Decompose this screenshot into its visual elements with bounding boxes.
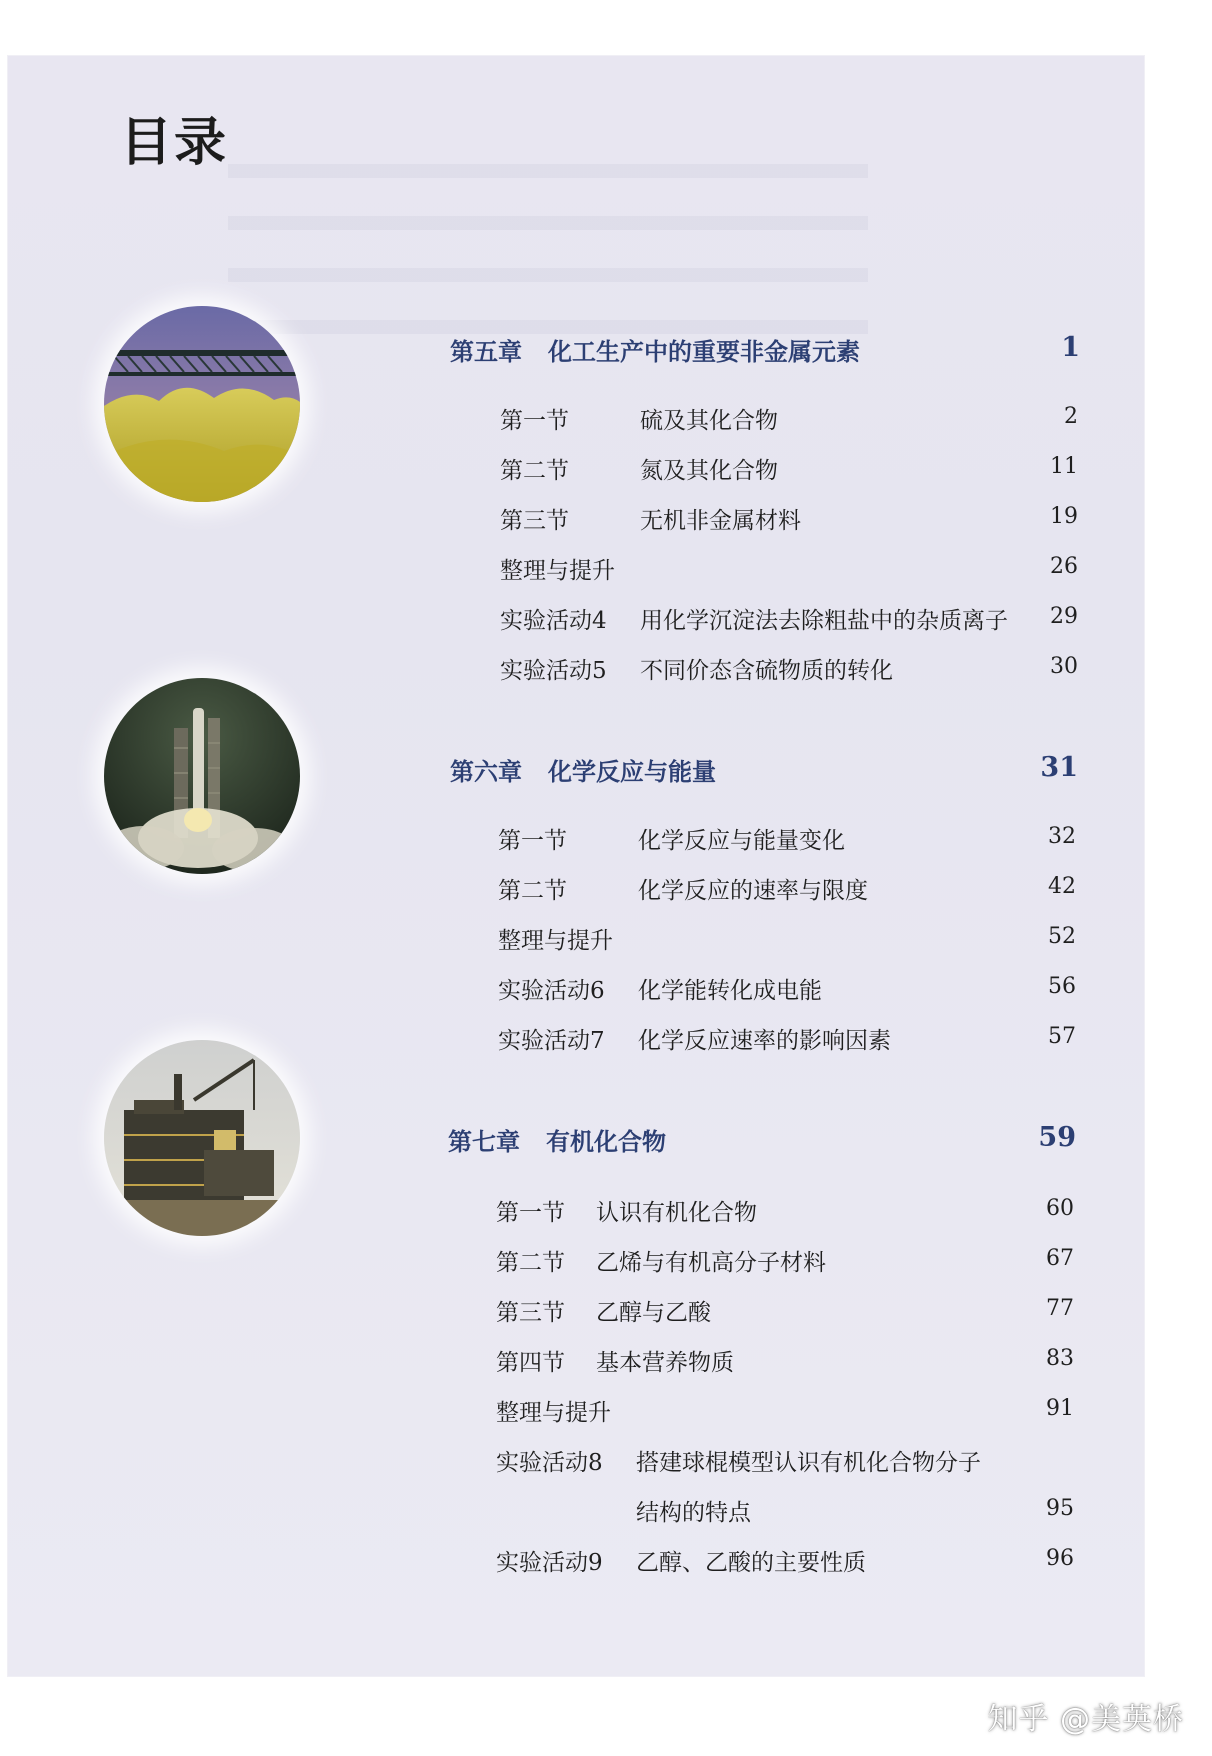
toc-entry[interactable] (496, 1244, 826, 1277)
chapter-number: 第七章 (448, 1128, 520, 1156)
section-title: 认识有机化合物 (596, 1200, 757, 1226)
toc-entry[interactable] (500, 502, 801, 535)
section-title: 化学反应的速率与限度 (638, 878, 868, 904)
chapter-title: 化工生产中的重要非金属元素 (548, 338, 860, 366)
toc-entry[interactable] (496, 1344, 734, 1377)
section-number: 第二节 (498, 878, 567, 904)
section-title: 基本营养物质 (596, 1350, 734, 1376)
section-number: 第三节 (500, 508, 569, 534)
section-page-number: 29 (1050, 604, 1078, 629)
toc-entry[interactable] (500, 452, 778, 485)
toc-entry[interactable] (498, 922, 613, 955)
section-title: 硫及其化合物 (640, 408, 778, 434)
chapter-title: 有机化合物 (546, 1128, 666, 1156)
zhihu-watermark: 知乎 @美英桥 (987, 1702, 1184, 1737)
section-title: 整理与提升 (496, 1400, 611, 1426)
section-page-number: 83 (1046, 1346, 1074, 1371)
section-page-number: 52 (1048, 924, 1076, 949)
section-number: 实验活动4 (500, 608, 607, 634)
section-page-number: 32 (1048, 824, 1076, 849)
section-title: 氮及其化合物 (640, 458, 778, 484)
toc-entry[interactable] (496, 1294, 711, 1327)
toc-entry[interactable] (500, 652, 893, 685)
toc-entry[interactable] (496, 1194, 757, 1227)
section-title: 乙醇、乙酸的主要性质 (636, 1550, 866, 1576)
section-page-number: 95 (1046, 1496, 1074, 1521)
section-title: 整理与提升 (500, 558, 615, 584)
section-title: 化学反应速率的影响因素 (638, 1028, 891, 1054)
chapter-heading[interactable] (448, 1122, 666, 1157)
rocket-launch-photo (104, 678, 300, 874)
section-page-number: 26 (1050, 554, 1078, 579)
section-title: 化学能转化成电能 (638, 978, 822, 1004)
toc-entry[interactable] (498, 822, 845, 855)
section-title-line2: 结构的特点 (636, 1500, 751, 1526)
chapter-number: 第五章 (450, 338, 522, 366)
section-number: 第二节 (496, 1250, 565, 1276)
chapter-page-number: 1 (1061, 332, 1080, 363)
section-number: 实验活动8 (496, 1450, 603, 1476)
section-page-number: 19 (1050, 504, 1078, 529)
section-page-number: 91 (1046, 1396, 1074, 1421)
section-number: 实验活动6 (498, 978, 605, 1004)
section-page-number: 67 (1046, 1246, 1074, 1271)
chapter-number: 第六章 (450, 758, 522, 786)
toc-entry[interactable] (498, 1022, 891, 1055)
toc-entry[interactable] (496, 1444, 981, 1477)
toc-entry[interactable] (496, 1394, 611, 1427)
chapter-page-number: 59 (1038, 1122, 1076, 1153)
section-title: 化学反应与能量变化 (638, 828, 845, 854)
section-page-number: 96 (1046, 1546, 1074, 1571)
chapter-page-number: 31 (1040, 752, 1078, 783)
chapter-title: 化学反应与能量 (548, 758, 716, 786)
section-number: 第四节 (496, 1350, 565, 1376)
bleed-through-shadow (228, 126, 868, 366)
toc-entry[interactable] (498, 972, 822, 1005)
chapter-heading[interactable] (450, 752, 716, 787)
toc-entry[interactable] (500, 552, 615, 585)
section-title: 乙醇与乙酸 (596, 1300, 711, 1326)
section-title: 搭建球棍模型认识有机化合物分子 (636, 1450, 981, 1476)
section-number: 第三节 (496, 1300, 565, 1326)
section-number: 第一节 (500, 408, 569, 434)
section-title: 用化学沉淀法去除粗盐中的杂质离子 (640, 608, 1008, 634)
toc-entry[interactable] (496, 1544, 866, 1577)
section-page-number: 30 (1050, 654, 1078, 679)
chapter-heading[interactable] (450, 332, 860, 367)
toc-title: 目录 (120, 113, 229, 173)
section-page-number: 57 (1048, 1024, 1076, 1049)
section-title: 不同价态含硫物质的转化 (640, 658, 893, 684)
section-page-number: 60 (1046, 1196, 1074, 1221)
toc-entry[interactable] (500, 602, 1008, 635)
section-title: 整理与提升 (498, 928, 613, 954)
toc-entry[interactable] (498, 872, 868, 905)
section-page-number: 2 (1064, 404, 1078, 429)
section-number: 实验活动9 (496, 1550, 603, 1576)
sulfur-mine-bridge-photo (104, 306, 300, 502)
section-title: 乙烯与有机高分子材料 (596, 1250, 826, 1276)
section-page-number: 42 (1048, 874, 1076, 899)
section-title: 无机非金属材料 (640, 508, 801, 534)
section-number: 实验活动5 (500, 658, 607, 684)
section-number: 第一节 (498, 828, 567, 854)
section-number: 第一节 (496, 1200, 565, 1226)
offshore-oil-platform-photo (104, 1040, 300, 1236)
section-page-number: 77 (1046, 1296, 1074, 1321)
section-page-number: 56 (1048, 974, 1076, 999)
toc-entry[interactable] (500, 402, 778, 435)
section-page-number: 11 (1050, 454, 1078, 479)
section-number: 第二节 (500, 458, 569, 484)
toc-entry-continuation (636, 1494, 751, 1527)
section-number: 实验活动7 (498, 1028, 605, 1054)
